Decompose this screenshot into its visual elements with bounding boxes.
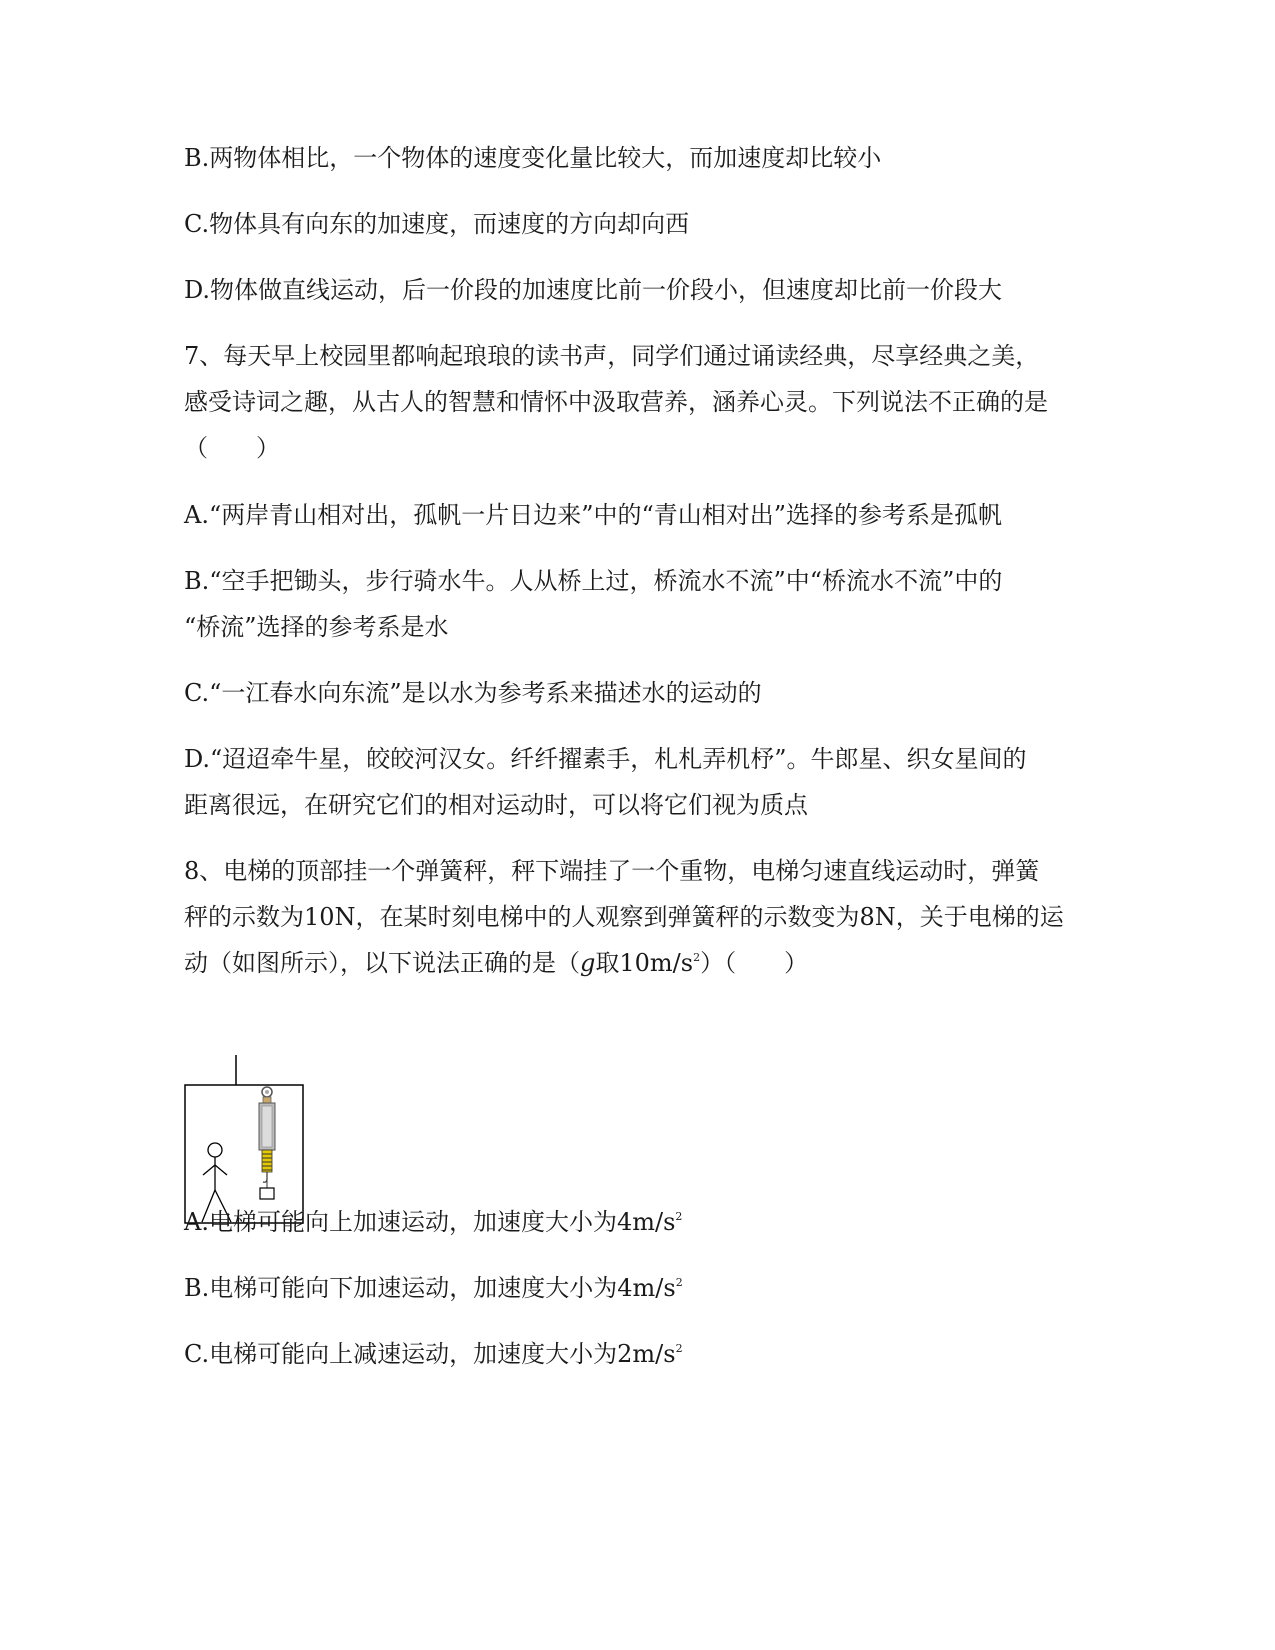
q8-stem-line-3-middle: 取10m/s [595,949,694,977]
q7-stem-line-1: 7、每天早上校园里都响起琅琅的读书声，同学们通过诵读经典，尽享经典之美， [184,342,1040,370]
q8-stem-line-3-after: ）（ ） [700,949,809,977]
q8-option-b-text: B.电梯可能向下加速运动，加速度大小为4m/s [184,1274,676,1302]
gravity-symbol: g [580,949,596,977]
q7-option-d-line-1: D.“迢迢牵牛星，皎皎河汉女。纤纤擢素手，札札弄机杼”。牛郎星、织女星间的 [184,745,1027,773]
q8-option-c [184,1339,683,1369]
q8-option-b [184,1273,683,1303]
q8-stem-line-3-before: 动（如图所示），以下说法正确的是（ [184,949,580,977]
q8-stem-line-1: 8、电梯的顶部挂一个弹簧秤，秤下端挂了一个重物，电梯匀速直线运动时，弹簧 [184,857,1040,885]
weight-block [260,1188,274,1199]
q8-stem-line-3 [184,948,808,978]
q8-option-c-text: C.电梯可能向上减速运动，加速度大小为2m/s [184,1340,676,1368]
elevator-box [185,1085,303,1223]
q8-option-a [184,1207,682,1237]
q7-option-c: C.“一江春水向东流”是以水为参考系来描述水的运动的 [184,679,762,707]
q6-option-c: C.物体具有向东的加速度，而速度的方向却向西 [184,210,690,238]
q7-option-a: A.“两岸青山相对出，孤帆一片日边来”中的“青山相对出”选择的参考系是孤帆 [184,501,1003,529]
superscript: 2 [675,1210,683,1223]
q6-option-b: B.两物体相比，一个物体的速度变化量比较大，而加速度却比较小 [184,144,882,172]
superscript: 2 [675,1342,683,1355]
q7-answer-blank: （ ） [184,434,280,462]
q7-stem-line-2: 感受诗词之趣，从古人的智慧和情怀中汲取营养，涵养心灵。下列说法不正确的是 [184,388,1048,416]
elevator-figure [184,1055,314,1225]
superscript: 2 [675,1276,683,1289]
q7-option-b-line-1: B.“空手把锄头，步行骑水牛。人从桥上过，桥流水不流”中“桥流水不流”中的 [184,567,1003,595]
q8-stem-line-2: 秤的示数为10N，在某时刻电梯中的人观察到弹簧秤的示数变为8N，关于电梯的运 [184,903,1064,931]
superscript: 2 [693,951,701,964]
q7-option-d-line-2: 距离很远，在研究它们的相对运动时，可以将它们视为质点 [184,791,808,819]
q8-option-a-text: A.电梯可能向上加速运动，加速度大小为4m/s [184,1208,676,1236]
q7-option-b-line-2: “桥流”选择的参考系是水 [184,613,449,641]
q6-option-d: D.物体做直线运动，后一价段的加速度比前一价段小，但速度却比前一价段大 [184,276,1003,304]
